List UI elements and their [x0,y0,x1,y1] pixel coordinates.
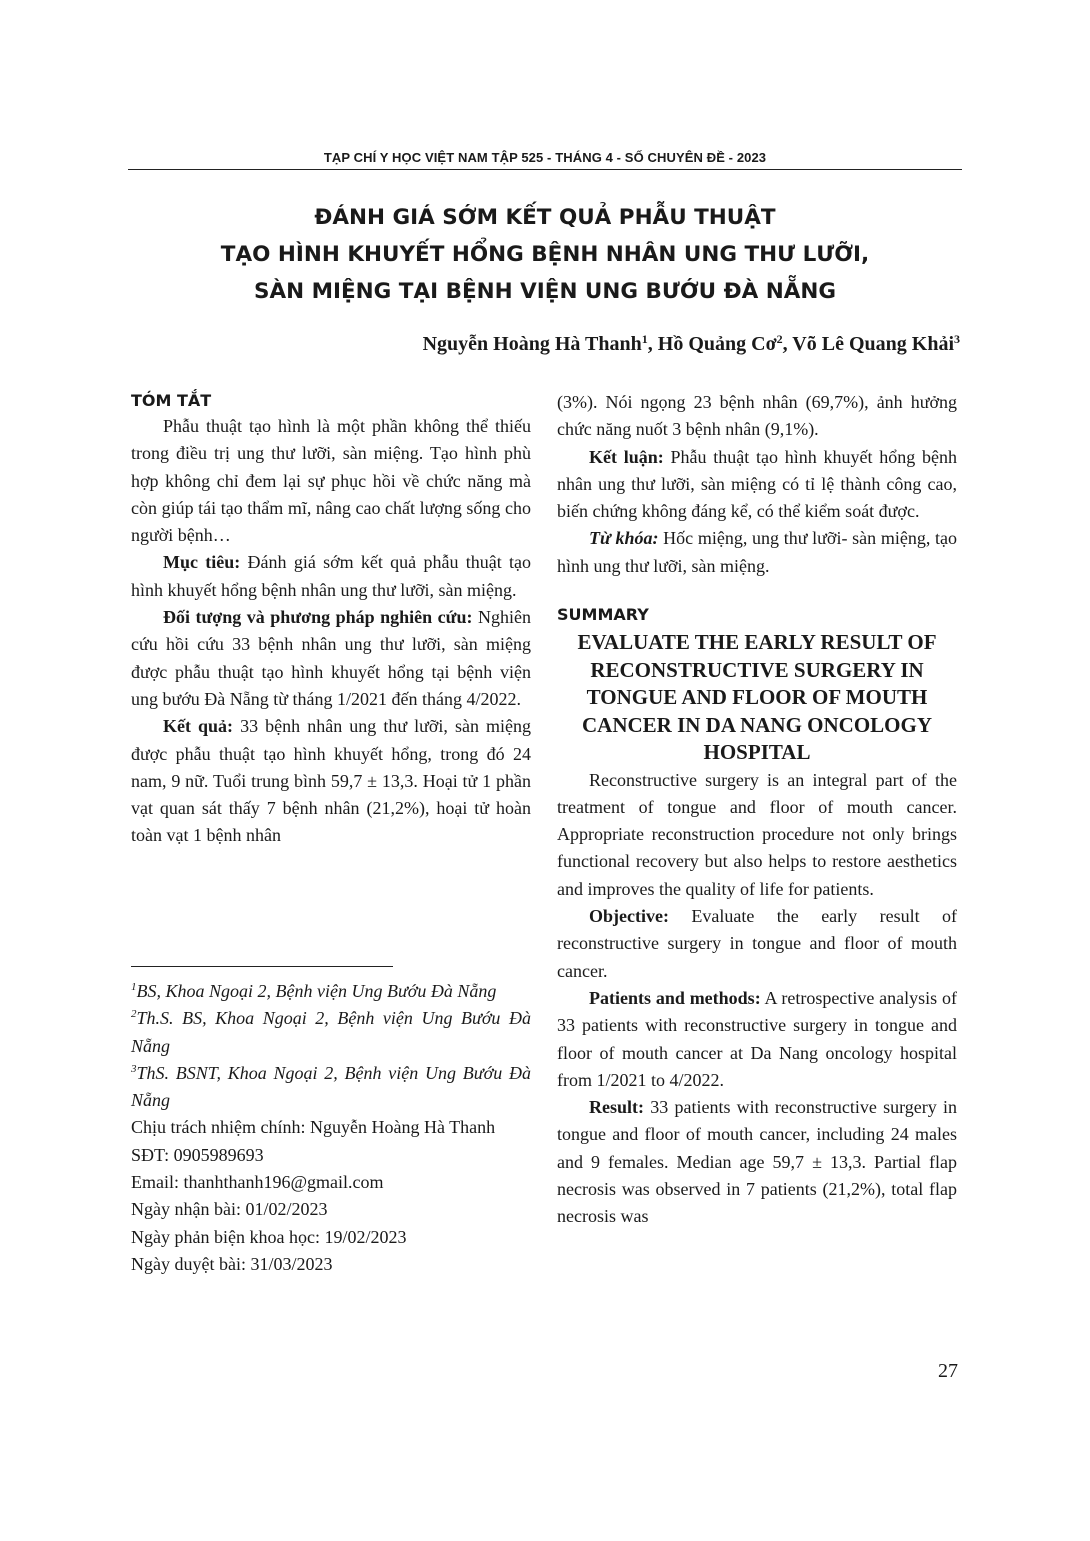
footnote-1-mark: 1 [131,981,137,993]
date-accepted: Ngày duyệt bài: 31/03/2023 [131,1253,333,1274]
summary-result [557,1094,957,1230]
en-methods-text: A retrospective analysis of 33 patients with reconstructive surgery in tongue and floor of mouth cancer at Da Nang oncology hospital from 1/2021 to 4/2022. [557,987,957,1090]
author-1-affiliation: 1 [641,332,648,346]
title-line-1: ĐÁNH GIÁ SỚM KẾT QUẢ PHẪU THUẬT [314,205,776,230]
date-reviewed: Ngày phản biện khoa học: 19/02/2023 [131,1226,407,1247]
author-2-affiliation: 2 [776,332,783,346]
conclusion-label: Kết luận: [589,446,664,467]
en-methods-label: Patients and methods: [589,987,761,1008]
abstract-objective [131,549,531,604]
footnote-3 [131,1060,531,1115]
author-separator: , [647,333,658,355]
en-result-text: 33 patients with reconstructive surgery in tongue and floor of mouth cancer, including 24 males and 9 females. Median age 59,7 ± 13,3. Partial flap necrosis was observed in 7 patients (21,2%), total flap necrosis was [557,1097,957,1227]
objective-label: Mục tiêu: [163,552,241,573]
phone-number: SĐT: 0905989693 [131,1144,264,1165]
date-received: Ngày nhận bài: 01/02/2023 [131,1199,328,1220]
footnote-2 [131,1005,531,1060]
email-address: Email: thanhthanh196@gmail.com [131,1172,384,1193]
footnote-3-mark: 3 [131,1062,137,1075]
journal-header: TẠP CHÍ Y HỌC VIỆT NAM TẬP 525 - THÁNG 4 - SỐ CHUYÊN ĐỀ - 2023 [323,150,767,165]
author-list [423,333,960,356]
responsible-author: Chịu trách nhiệm chính: Nguyễn Hoàng Hà Thanh [131,1117,496,1138]
results-text: 33 bệnh nhân ung thư lưỡi, sàn miệng được phẫu thuật tạo hình khuyết hổng, trong đó 24 nam, 9 nữ. Tuổi trung bình 59,7 ± 13,3. Hoại tử 1 phần vạt quan sát thấy 7 bệnh nhân (21,2%), hoại tử hoàn toàn vạt 1 bệnh nhân [131,716,532,846]
summary-methods [557,985,957,1094]
en-objective-label: Objective: [589,906,669,927]
abstract-keywords [557,525,957,580]
header-rule [128,169,962,170]
author-2: Hồ Quảng Cơ [657,333,777,355]
title-line-2: TẠO HÌNH KHUYẾT HỔNG BỆNH NHÂN UNG THƯ LƯỠI, [220,242,870,267]
footnotes [131,978,531,1278]
abstract-methods [131,604,531,713]
abstract-results [131,713,531,849]
title-line-3: SÀN MIỆNG TẠI BỆNH VIỆN UNG BƯỚU ĐÀ NẴNG [253,279,837,304]
objective-text: Đánh giá sớm kết quả phẫu thuật tạo hình khuyết hổng bệnh nhân ung thư lưỡi, sàn miệng. [131,552,531,600]
article-title [128,199,962,310]
author-separator: , [782,333,793,355]
footnote-2-mark: 2 [131,1008,137,1021]
conclusion-text: Phẫu thuật tạo hình khuyết hổng bệnh nhân ung thư lưỡi, sàn miệng có tỉ lệ thành công cao, biến chứng không đáng kể, có thể kiểm soát được. [557,446,957,522]
left-column [131,389,531,850]
summary-heading: SUMMARY [557,605,649,625]
author-3: Võ Lê Quang Khải [792,333,954,355]
page-number: 27 [938,1360,958,1382]
footnote-1-text: BS, Khoa Ngoại 2, Bệnh viện Ung Bướu Đà Nẵng [136,981,497,1001]
results-label: Kết quả: [163,716,234,737]
en-result-label: Result: [589,1097,644,1118]
footnote-rule [131,966,393,967]
footnote-2-text: Th.S. BS, Khoa Ngoại 2, Bệnh viện Ung Bướu Đà Nẵng [131,1008,531,1056]
author-1: Nguyễn Hoàng Hà Thanh [422,333,642,355]
summary-objective [557,903,957,985]
methods-text: Nghiên cứu hồi cứu 33 bệnh nhân ung thư lưỡi, sàn miệng được phẫu thuật tạo hình khuyết hổng tại bệnh viện ung bướu Đà Nẵng từ tháng 1/2021 đến tháng 4/2022. [131,607,531,709]
footnote-3-text: ThS. BSNT, Khoa Ngoại 2, Bệnh viện Ung Bướu Đà Nẵng [131,1062,531,1111]
footnote-1 [131,978,531,1005]
abstract-heading: TÓM TẮT [131,391,212,410]
en-objective-text: Evaluate the early result of reconstructive surgery in tongue and floor of mouth cancer. [557,906,957,981]
abstract-conclusion [557,444,957,526]
keywords-label: Từ khóa: [589,528,659,549]
abstract-results-continued: (3%). Nói ngọng 23 bệnh nhân (69,7%), ảnh hưởng chức năng nuốt 3 bệnh nhân (9,1%). [557,392,957,440]
abstract-intro: Phẫu thuật tạo hình là một phần không thể thiếu trong điều trị ung thư lưỡi, sàn miệng. Tạo hình phù hợp không chỉ đem lại sự phục hồi về chức năng mà còn giúp tái tạo thẩm mĩ, nâng cao chất lượng sống cho người bệnh… [131,416,531,546]
keywords-text: Hốc miệng, ung thư lưỡi- sàn miệng, tạo hình ung thư lưỡi, sàn miệng. [557,528,957,576]
right-column [557,389,957,1231]
author-3-affiliation: 3 [954,332,960,346]
methods-label: Đối tượng và phương pháp nghiên cứu: [163,607,473,628]
summary-intro: Reconstructive surgery is an integral part of the treatment of tongue and floor of mouth cancer. Appropriate reconstruction procedure not only brings functional recovery but also helps to restore aesthetics and improves the quality of life for patients. [557,769,957,899]
english-title: EVALUATE THE EARLY RESULT OF RECONSTRUCTIVE SURGERY IN TONGUE AND FLOOR OF MOUTH CANCER IN DA NANG ONCOLOGY HOSPITAL [577,630,937,765]
